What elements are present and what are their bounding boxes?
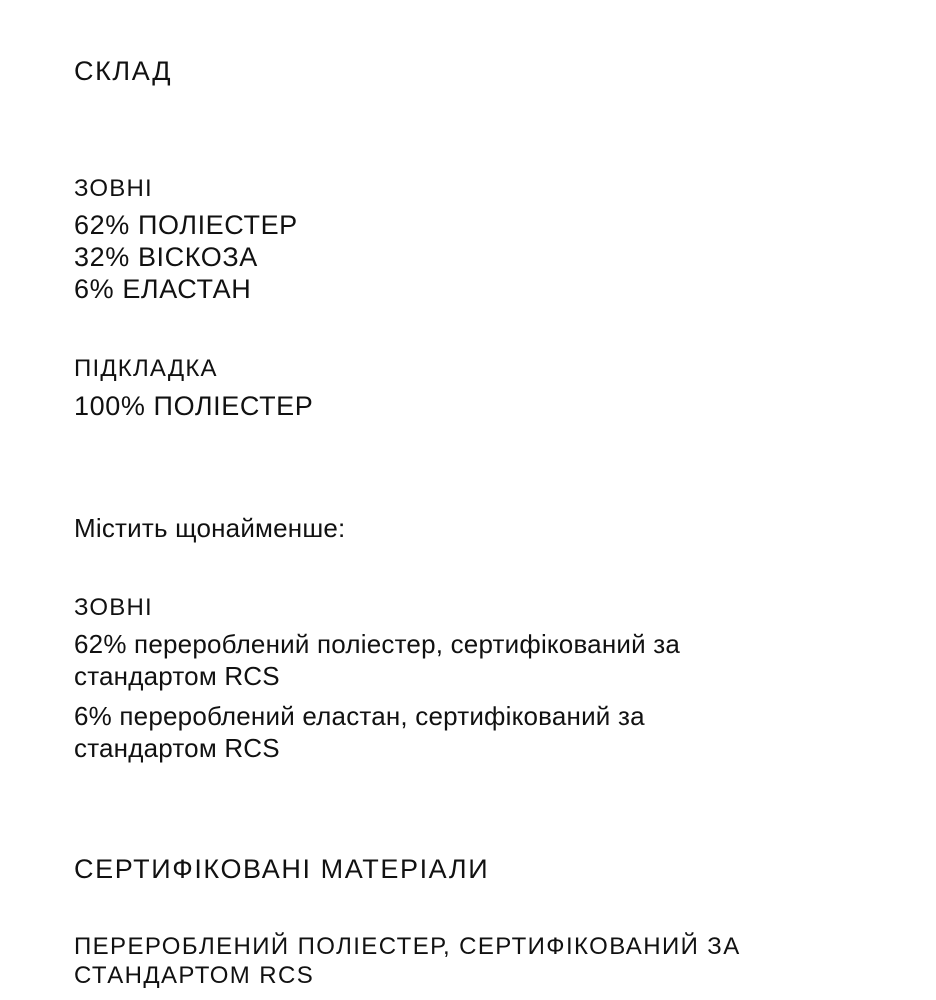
outer-item-viscose: 32% ВІСКОЗА bbox=[74, 242, 258, 272]
lining-label: ПІДКЛАДКА bbox=[74, 355, 218, 382]
recycled-elastane-line1: 6% перероблений еластан, сертифікований за bbox=[74, 701, 645, 731]
contains-at-least-heading: Містить щонайменше: bbox=[74, 513, 346, 543]
certified-item-line1: ПЕРЕРОБЛЕНИЙ ПОЛІЕСТЕР, СЕРТИФІКОВАНИЙ ЗА bbox=[74, 933, 741, 960]
certified-materials-title: СЕРТИФІКОВАНІ МАТЕРІАЛИ bbox=[74, 854, 490, 884]
outer-item-elastane: 6% ЕЛАСТАН bbox=[74, 274, 252, 304]
outer-item-polyester: 62% ПОЛІЕСТЕР bbox=[74, 210, 298, 240]
outer-label: ЗОВНІ bbox=[74, 175, 153, 202]
recycled-elastane-line2: стандартом RCS bbox=[74, 733, 280, 763]
certified-item-line2: СТАНДАРТОМ RCS bbox=[74, 962, 315, 989]
composition-title: СКЛАД bbox=[74, 56, 173, 86]
recycled-polyester-line1: 62% перероблений поліестер, сертифікований за bbox=[74, 629, 681, 659]
lining-item-polyester: 100% ПОЛІЕСТЕР bbox=[74, 391, 314, 421]
recycled-polyester-line2: стандартом RCS bbox=[74, 661, 280, 691]
contains-outer-label: ЗОВНІ bbox=[74, 594, 153, 621]
